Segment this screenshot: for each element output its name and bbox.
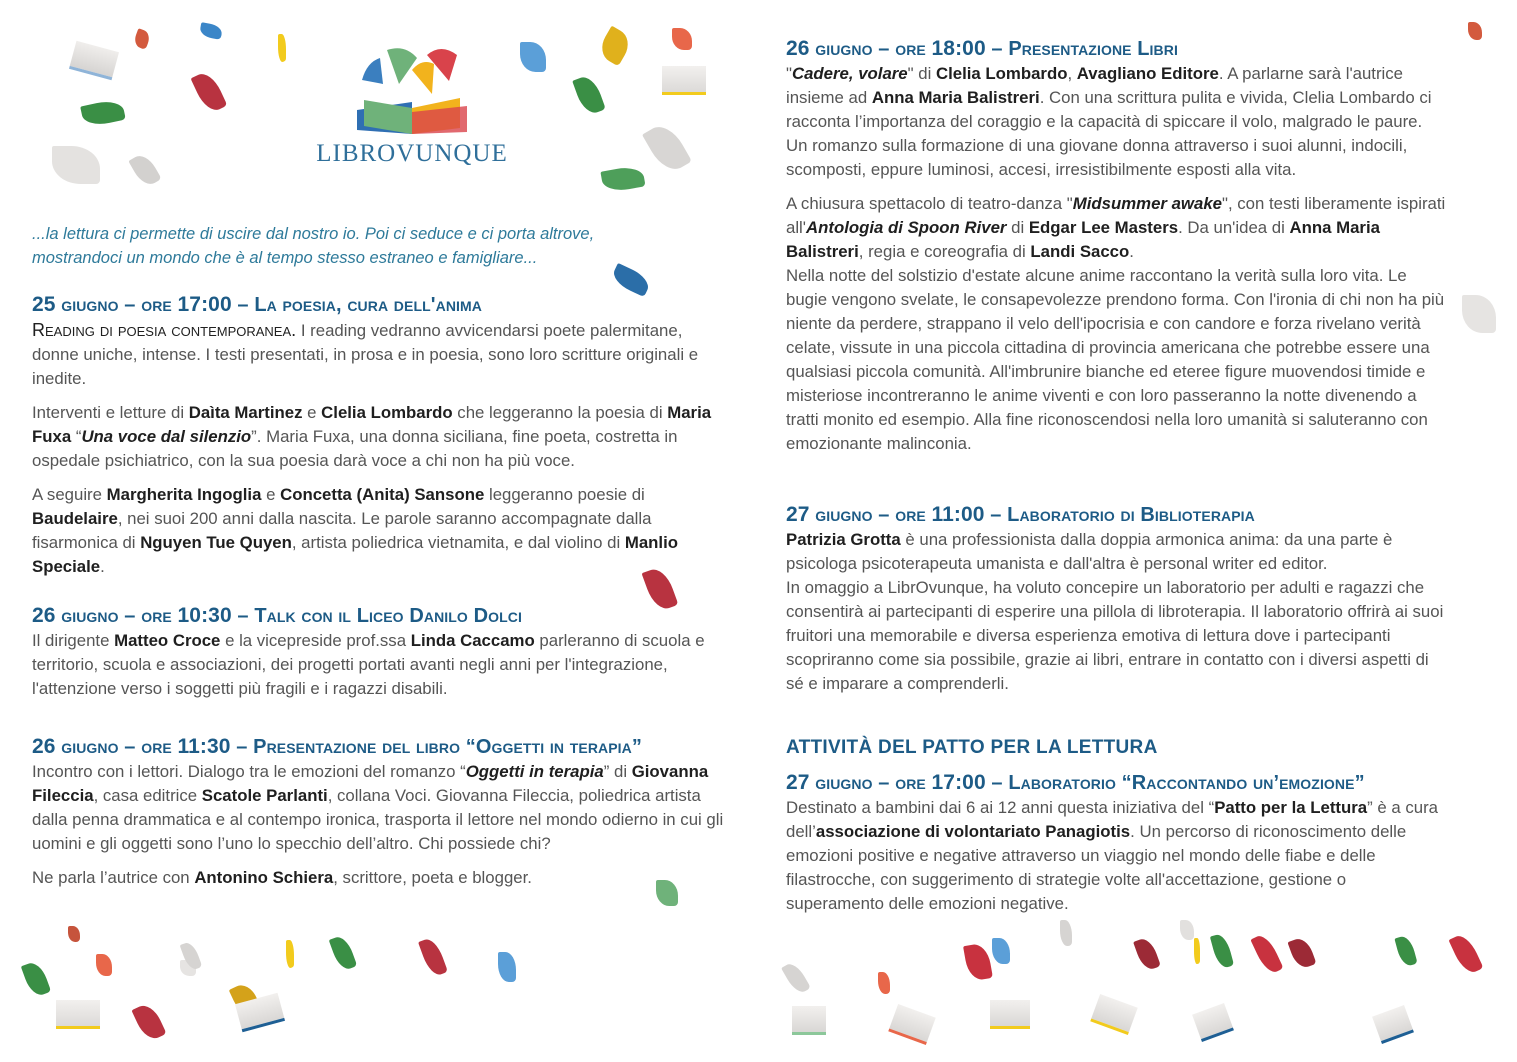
text-run: giugno bbox=[61, 294, 119, 316]
open-book-icon bbox=[990, 1000, 1030, 1029]
event-heading bbox=[786, 36, 1446, 62]
text-run: Destinato a bambini dai 6 ai 12 anni questa iniziativa del “ bbox=[786, 798, 1215, 817]
event-heading bbox=[32, 292, 732, 318]
text-run: ", con testi liberamente ispirati all' bbox=[786, 194, 1446, 237]
italic-title: Cadere, volare bbox=[791, 64, 908, 83]
bold-name: Edgar Lee Masters bbox=[1028, 218, 1179, 237]
bold-name: Avagliano Editore bbox=[1076, 64, 1219, 83]
text-run: , bbox=[1067, 64, 1077, 83]
red-page-icon bbox=[963, 942, 993, 982]
text-run: – bbox=[236, 736, 248, 758]
text-run: Presentazione Libri bbox=[1008, 38, 1178, 60]
red-page-icon bbox=[132, 28, 151, 50]
text-run: giugno bbox=[815, 504, 873, 526]
text-run: Ne parla l’autrice con bbox=[32, 868, 195, 887]
text-run: – bbox=[124, 605, 136, 627]
text-run: giugno bbox=[815, 772, 873, 794]
grey-page-icon bbox=[1462, 295, 1496, 333]
event-26-giugno-1130 bbox=[32, 734, 732, 900]
event-paragraph bbox=[32, 401, 732, 473]
event-paragraph bbox=[32, 866, 732, 890]
text-run: – bbox=[991, 38, 1003, 60]
red-page-icon bbox=[1250, 932, 1283, 976]
text-run: parleranno di scuola e territorio, scuola e associazioni, dei progetti portati avanti negli anni per l'integrazione, l'attenzione verso i soggetti più fragili e i ragazzi disabili. bbox=[32, 631, 705, 698]
italic-title: Antologia di Spoon River bbox=[806, 218, 1007, 237]
text-run: 27 bbox=[786, 503, 810, 526]
text-run: – bbox=[237, 605, 249, 627]
event-heading bbox=[786, 770, 1446, 796]
text-run: 17:00 bbox=[177, 293, 232, 316]
red-page-icon bbox=[1468, 22, 1482, 40]
yellow-page-icon bbox=[286, 940, 294, 968]
grey-page-icon bbox=[128, 151, 161, 189]
italic-title: Midsummer awake bbox=[1072, 194, 1222, 213]
text-run: ”. Maria Fuxa, una donna siciliana, fine poeta, costretta in ospedale psichiatrico, con la sua poesia darà voce a chi non ha più voce. bbox=[32, 427, 678, 470]
text-run: . A parlarne sarà l'autrice insieme ad bbox=[786, 64, 1404, 107]
text-run: – bbox=[991, 772, 1003, 794]
text-run: – bbox=[878, 38, 890, 60]
text-run: 26 bbox=[32, 735, 56, 758]
red-page-icon bbox=[418, 936, 448, 978]
blue-page-icon bbox=[199, 22, 223, 40]
bold-name: Landi Sacco bbox=[1030, 242, 1130, 261]
event-paragraph bbox=[32, 760, 732, 856]
librovunque-logo bbox=[302, 40, 522, 180]
text-run: 27 bbox=[786, 771, 810, 794]
green-page-icon bbox=[572, 73, 606, 116]
event-25-giugno-1700 bbox=[32, 292, 732, 589]
event-26-giugno-1030 bbox=[32, 603, 732, 711]
text-run: Interventi e letture di bbox=[32, 403, 189, 422]
text-run: , scrittore, poeta e blogger. bbox=[333, 868, 532, 887]
orange-page-icon bbox=[96, 954, 112, 976]
grey-page-icon bbox=[180, 960, 196, 976]
event-heading bbox=[32, 603, 732, 629]
grey-page-icon bbox=[180, 940, 203, 971]
red-page-icon bbox=[191, 69, 228, 115]
text-run: . Da un'idea di bbox=[1178, 218, 1290, 237]
open-book-icon bbox=[1090, 994, 1138, 1035]
open-book-icon bbox=[1372, 1005, 1414, 1044]
open-book-icon bbox=[56, 1000, 100, 1029]
italic-title: Oggetti in terapia bbox=[465, 762, 604, 781]
event-27-giugno-1700 bbox=[786, 770, 1446, 926]
bold-name: Margherita Ingoglia bbox=[106, 485, 262, 504]
event-paragraph bbox=[786, 192, 1446, 456]
open-book-logo-icon bbox=[302, 40, 522, 140]
bold-name: Concetta (Anita) Sansone bbox=[280, 485, 485, 504]
event-26-giugno-1800 bbox=[786, 36, 1446, 466]
event-paragraph bbox=[786, 528, 1446, 696]
bold-name: Scatole Parlanti bbox=[201, 786, 328, 805]
text-run: 10:30 bbox=[177, 604, 232, 627]
bold-name: Linda Caccamo bbox=[410, 631, 535, 650]
event-paragraph bbox=[32, 629, 732, 701]
green-page-icon bbox=[21, 960, 51, 999]
open-book-icon bbox=[662, 66, 706, 95]
bold-name: Baudelaire bbox=[32, 509, 118, 528]
text-run: Incontro con i lettori. Dialogo tra le emozioni del romanzo “ bbox=[32, 762, 466, 781]
text-run: In omaggio a LibrOvunque, ha voluto concepire un laboratorio per adulti e ragazzi che consentirà ai partecipanti di esperire una pillola di libroterapia. Il laboratorio offrirà ai suoi fruitori una memorabile e diversa esperienza emotiva di lettura dove i partecipanti scopriranno come sia possibile, grazie ai libri, entrare in contatto con i diversi aspetti di sé e imparare a comprenderli. bbox=[786, 578, 1444, 693]
text-run: Laboratorio di Biblioterapia bbox=[1007, 504, 1255, 526]
green-page-icon bbox=[600, 165, 645, 194]
orange-page-icon bbox=[878, 972, 890, 994]
event-paragraph bbox=[786, 796, 1446, 916]
text-run: giugno bbox=[61, 605, 119, 627]
text-run: Talk con il Liceo Danilo Dolci bbox=[254, 605, 522, 627]
text-run: 11:00 bbox=[931, 503, 985, 526]
text-run: ore bbox=[141, 294, 172, 316]
open-book-icon bbox=[792, 1006, 826, 1035]
green-page-icon bbox=[1210, 933, 1234, 970]
bold-name: Daìta Martinez bbox=[188, 403, 303, 422]
text-run: ore bbox=[895, 38, 926, 60]
red-page-icon bbox=[1287, 935, 1316, 970]
brand-name: LIBROVUNQUE bbox=[316, 140, 508, 167]
intro-quote-line-1: ...la lettura ci permette di uscire dal nostro io. Poi ci seduce e ci porta altrove, bbox=[32, 225, 595, 243]
text-run: e bbox=[261, 485, 281, 504]
intro-quote-line-2: mostrandoci un mondo che è al tempo stesso estraneo e famigliare... bbox=[32, 249, 538, 267]
text-run: " di bbox=[907, 64, 936, 83]
bold-name: Antonino Schiera bbox=[194, 868, 334, 887]
text-run: e bbox=[302, 403, 322, 422]
text-run: 26 bbox=[786, 37, 810, 60]
grey-page-icon bbox=[52, 146, 100, 184]
patto-section-title: ATTIVITÀ DEL PATTO PER LA LETTURA bbox=[786, 737, 1158, 758]
grey-page-icon bbox=[781, 960, 811, 996]
text-run: – bbox=[124, 736, 136, 758]
text-run: e la vicepreside prof.ssa bbox=[220, 631, 411, 650]
text-run: , casa editrice bbox=[93, 786, 202, 805]
bold-name: Anna Maria Balistreri bbox=[786, 218, 1380, 261]
text-run: , regia e coreografia di bbox=[858, 242, 1031, 261]
yellow-page-icon bbox=[278, 34, 286, 62]
text-run: . bbox=[100, 557, 105, 576]
text-run: Presentazione del libro “Oggetti in terapia” bbox=[253, 736, 642, 758]
text-run: . Un percorso di riconoscimento delle emozioni positive e negative attraverso un viaggio nel mondo delle fiabe e delle filastrocche, con suggerimento di strategie volte all'accettazione, gestione o superamento delle emozioni negative. bbox=[786, 822, 1407, 913]
red-page-icon bbox=[68, 926, 80, 942]
text-run: 17:00 bbox=[931, 771, 986, 794]
bold-name: associazione di volontariato Panagiotis bbox=[815, 822, 1131, 841]
event-heading bbox=[32, 734, 732, 760]
text-run: " bbox=[786, 64, 792, 83]
text-run: ore bbox=[895, 504, 926, 526]
open-book-icon bbox=[888, 1004, 936, 1045]
blue-page-icon bbox=[992, 938, 1010, 964]
text-run: – bbox=[990, 504, 1002, 526]
text-run: ore bbox=[895, 772, 926, 794]
bold-name: Matteo Croce bbox=[114, 631, 221, 650]
text-run: giugno bbox=[61, 736, 119, 758]
text-run: ore bbox=[141, 736, 172, 758]
yellow-page-icon bbox=[1194, 938, 1200, 964]
text-run: , nei suoi 200 anni dalla nascita. Le parole saranno accompagnate dalla fisarmonica di bbox=[32, 509, 652, 552]
text-run: – bbox=[878, 772, 890, 794]
blue-page-icon bbox=[498, 952, 516, 982]
bold-name: Nguyen Tue Quyen bbox=[140, 533, 292, 552]
green-page-icon bbox=[329, 934, 358, 972]
orange-page-icon bbox=[672, 28, 692, 50]
event-paragraph bbox=[32, 483, 732, 579]
text-run: , collana Voci. Giovanna Fileccia, poliedrica artista dalla penna drammatica e al contempo ironica, trasporta il lettore nel mondo odierno in cui gli uomini e gli oggetti sono l’uno lo specchio dell’altro. Chi possiede chi? bbox=[32, 786, 724, 853]
text-run: . bbox=[1129, 242, 1134, 261]
text-run: – bbox=[124, 294, 136, 316]
red-page-icon bbox=[131, 1001, 166, 1043]
bold-name: Clelia Lombardo bbox=[321, 403, 453, 422]
event-heading bbox=[786, 502, 1446, 528]
bold-name: Giovanna Fileccia bbox=[32, 762, 709, 805]
event-paragraph bbox=[786, 62, 1446, 182]
text-run: – bbox=[237, 294, 249, 316]
blue-page-icon bbox=[520, 42, 546, 72]
text-run: Reading di poesia contemporanea. bbox=[32, 320, 297, 340]
bold-name: Anna Maria Balistreri bbox=[871, 88, 1040, 107]
green-page-icon bbox=[1394, 934, 1417, 967]
text-run: è una professionista dalla doppia armonica anima: da una parte è psicologa psicoterapeuta umanista e dall'altra è personal writer ed editor. bbox=[786, 530, 1393, 573]
red-page-icon bbox=[1448, 932, 1483, 977]
text-run: Il dirigente bbox=[32, 631, 115, 650]
bold-name: Maria Fuxa bbox=[32, 403, 712, 446]
bold-name: Manlio Speciale bbox=[32, 533, 678, 576]
green-page-icon bbox=[80, 98, 126, 128]
yellow-page-icon bbox=[229, 981, 262, 1017]
text-run: 11:30 bbox=[177, 735, 231, 758]
text-run: 25 bbox=[32, 293, 56, 316]
text-run: 26 bbox=[32, 604, 56, 627]
intro-quote bbox=[32, 222, 732, 270]
text-run: di bbox=[1006, 218, 1029, 237]
text-run: 18:00 bbox=[931, 37, 986, 60]
yellow-page-icon bbox=[596, 26, 635, 67]
text-run: giugno bbox=[815, 38, 873, 60]
text-run: A seguire bbox=[32, 485, 107, 504]
bold-name: Patrizia Grotta bbox=[786, 530, 901, 549]
text-run: I reading vedranno avvicendarsi poete palermitane, donne uniche, intense. I testi presentati, in prosa e in poesia, sono loro scritture originali e inedite. bbox=[32, 321, 699, 388]
text-run: , artista poliedrica vietnamita, e dal violino di bbox=[291, 533, 625, 552]
open-book-icon bbox=[69, 41, 119, 80]
red-page-icon bbox=[1133, 936, 1161, 972]
bold-name: Clelia Lombardo bbox=[935, 64, 1068, 83]
text-run: A chiusura spettacolo di teatro-danza " bbox=[786, 194, 1073, 213]
text-run: ” è a cura dell’ bbox=[786, 798, 1439, 841]
event-paragraph bbox=[32, 318, 732, 391]
text-run: Laboratorio “Raccontando un’emozione” bbox=[1008, 772, 1365, 794]
text-run: Nella notte del solstizio d'estate alcune anime raccontano la verità sulla loro vita. Le bugie vengono svelate, le consapevolezze prendono forma. Con l'ironia di chi non ha più niente da perdere, strappano il velo dell'ipocrisia e con candore e forza rivelano verità celate, vissute in una piccola cittadina di provincia americana che potrebbe essere una qualsiasi piccola comunità. All'imbrunire bianche ed eteree figure muovendosi timide e misteriose incontreranno le anime viventi e con loro passeranno la notte divenendo a tratti monito ed esempio. Alla fine riconoscendosi nella loro umanità si saluteranno con emozionante malinconia. bbox=[786, 266, 1445, 453]
text-run: La poesia, cura dell'anima bbox=[254, 294, 483, 316]
bold-name: Patto per la Lettura bbox=[1214, 798, 1368, 817]
event-27-giugno-1100 bbox=[786, 502, 1446, 706]
open-book-icon bbox=[1192, 1003, 1234, 1042]
italic-title: Una voce dal silenzio bbox=[81, 427, 252, 446]
text-run: . Con una scrittura pulita e vivida, Clelia Lombardo ci racconta l’importanza del coraggio e la capacità di spiccare il volo, malgrado le paure. Un romanzo sulla formazione di una giovane donna attraverso i suoi alunni, indocili, scomposti, eppure luminosi, accesi, irresistibilmente esposti alla vita. bbox=[786, 88, 1432, 179]
text-run: “ bbox=[71, 427, 82, 446]
text-run: ” di bbox=[603, 762, 632, 781]
text-run: che leggeranno la poesia di bbox=[452, 403, 668, 422]
open-book-icon bbox=[235, 993, 285, 1032]
grey-page-icon bbox=[642, 120, 692, 177]
text-run: leggeranno poesie di bbox=[484, 485, 645, 504]
text-run: ore bbox=[141, 605, 172, 627]
text-run: – bbox=[878, 504, 890, 526]
